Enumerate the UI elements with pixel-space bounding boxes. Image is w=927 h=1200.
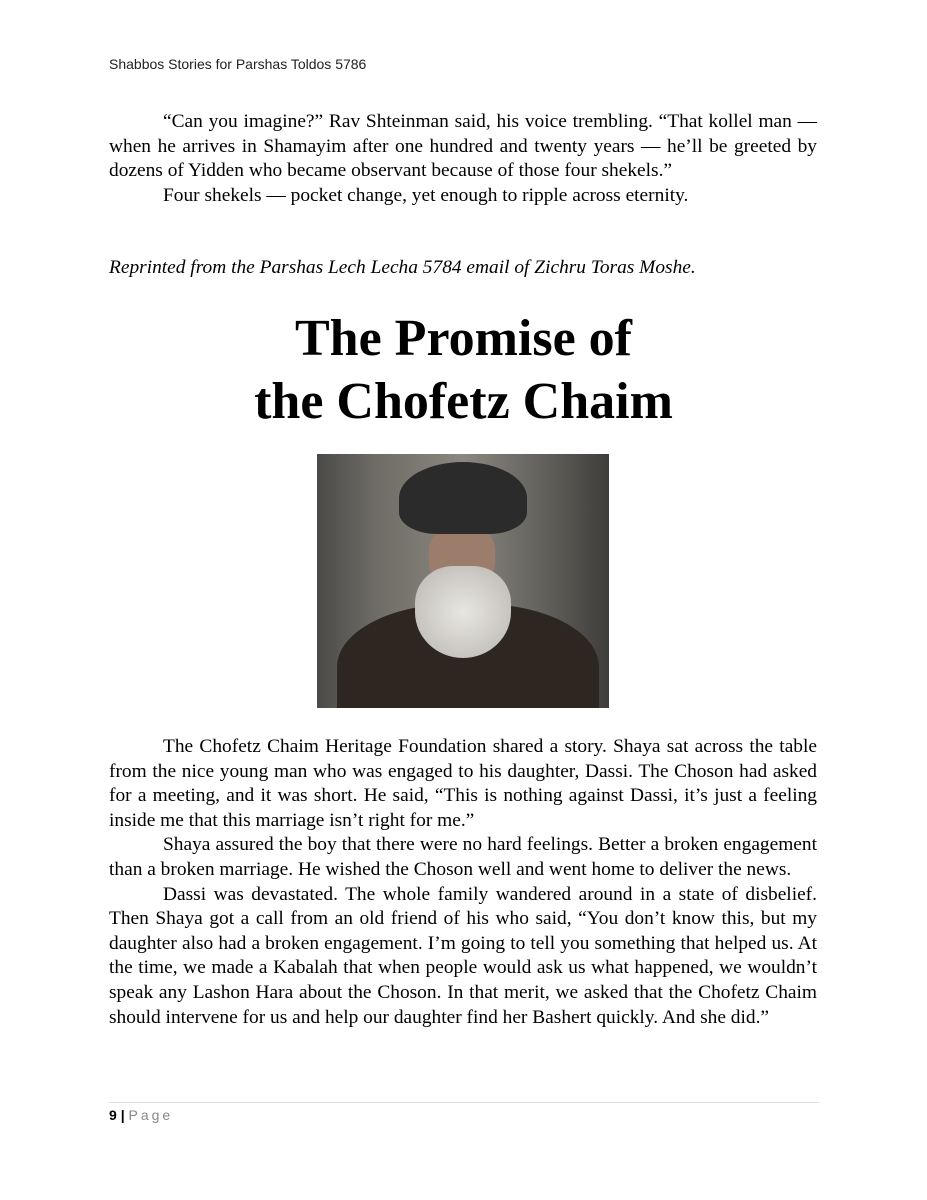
page-number: 9	[109, 1107, 117, 1123]
reprint-credit: Reprinted from the Parshas Lech Lecha 5784 email of Zichru Toras Moshe.	[109, 257, 696, 278]
running-header: Shabbos Stories for Parshas Toldos 5786	[109, 56, 367, 72]
title-line: the Chofetz Chaim	[254, 373, 673, 430]
story-title	[0, 307, 927, 433]
title-line: The Promise of	[295, 310, 632, 367]
previous-story-text	[109, 110, 817, 208]
story-body	[109, 735, 817, 1030]
chofetz-chaim-photo	[317, 454, 609, 708]
paragraph: Dassi was devastated. The whole family wandered around in a state of disbelief. Then Shaya got a call from an old friend of his who said, “You don’t know this, but my daughter also had a broken engagement. I’m going to tell you something that helped us. At the time, we made a Kabalah that when people would ask us what happened, we wouldn’t speak any Lashon Hara about the Choson. In that merit, we asked that the Chofetz Chaim should intervene for us and help our daughter find her Bashert quickly. And she did.”	[109, 883, 817, 1028]
page-footer	[109, 1107, 173, 1123]
paragraph: “Can you imagine?” Rav Shteinman said, his voice trembling. “That kollel man — when he arrives in Shamayim after one hundred and twenty years — he’ll be greeted by dozens of Yidden who became observant because of those four shekels.”	[109, 111, 817, 182]
paragraph: Shaya assured the boy that there were no hard feelings. Better a broken engagement than a broken marriage. He wished the Choson well and went home to deliver the news.	[109, 834, 817, 880]
footer-divider	[109, 1102, 819, 1103]
paragraph: Four shekels — pocket change, yet enough to ripple across eternity.	[163, 184, 689, 206]
paragraph: The Chofetz Chaim Heritage Foundation shared a story. Shaya sat across the table from the nice young man who was engaged to his daughter, Dassi. The Choson had asked for a meeting, and it was short. He said, “This is nothing against Dassi, it’s just a feeling inside me that this marriage isn’t right for me.”	[109, 736, 817, 831]
photo-hat	[399, 462, 527, 534]
page-label: Page	[128, 1107, 174, 1123]
footer-separator: |	[120, 1107, 125, 1123]
photo-beard	[415, 566, 511, 658]
